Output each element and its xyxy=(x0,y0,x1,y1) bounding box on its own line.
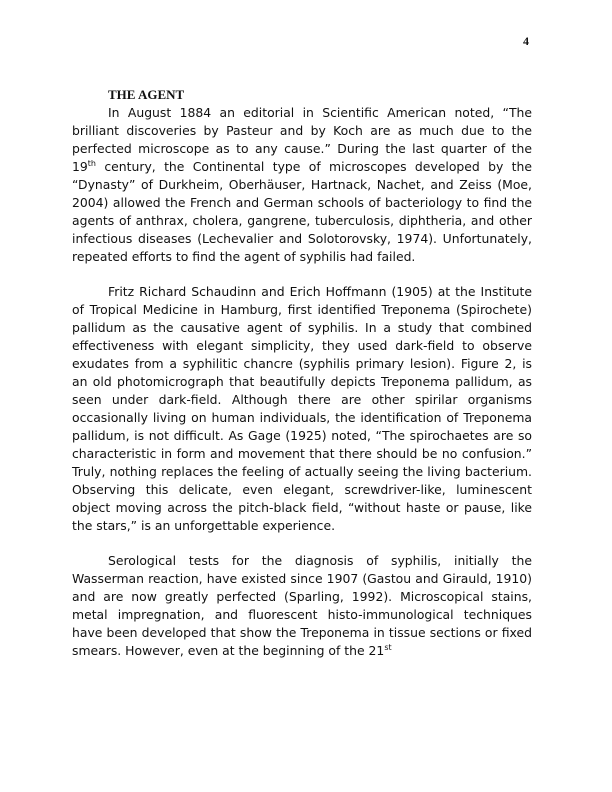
section-heading: THE AGENT xyxy=(108,87,185,102)
document-body xyxy=(72,86,532,677)
paragraph-1-text-b: century, the Continental type of microscopes developed by the “Dynasty” of Durkheim, Oberhäuser, Hartnack, Nachet, and Zeiss (Moe, 2004) allowed the French and German schools of bacteriology to find the agents of anthrax, cholera, gangrene, tuberculosis, diphtheria, and other infectious diseases (Lechevalier and Solotorovsky, 1974). Unfortunately, repeated efforts to find the agent of syphilis had failed. xyxy=(72,159,532,264)
paragraph-3-text: Serological tests for the diagnosis of syphilis, initially the Wasserman reaction, have existed since 1907 (Gastou and Girauld, 1910) and are now greatly perfected (Sparling, 1992). Microscopical stains, metal impregnation, and fluorescent histo-immunological techniques have been developed that show the Treponema in tissue sections or fixed smears. However, even at the beginning of the 21 xyxy=(72,553,532,658)
paragraph-1-superscript: th xyxy=(87,159,96,168)
paragraph-1-text-a: In August 1884 an editorial in Scientific American noted, “The brilliant discoveries by Pasteur and by Koch are as much due to the perfected microscope as to any cause.” During the last quarter of the 19 xyxy=(72,105,532,174)
page-number: 4 xyxy=(523,34,529,48)
paragraph-2: Fritz Richard Schaudinn and Erich Hoffmann (1905) at the Institute of Tropical Medicine in Hamburg, first identified Treponema (Spirochete) pallidum as the causative agent of syphilis. In a study that combined effectiveness with elegant simplicity, they used dark-field to observe exudates from a syphilitic chancre (syphilis primary lesion). Figure 2, is an old photomicrograph that beautifully depicts Treponema pallidum, as seen under dark-field. Although there are other spirilar organisms occasionally living on human individuals, the identification of Treponema pallidum, is not difficult. As Gage (1925) noted, “The spirochaetes are so characteristic in form and movement that there should be no confusion.” Truly, nothing replaces the feeling of actually seeing the living bacterium. Observing this delicate, even elegant, screwdriver-like, luminescent object moving across the pitch-black field, “without haste or pause, like the stars,” is an unforgettable experience. xyxy=(72,284,532,533)
paragraph-3-superscript: st xyxy=(384,643,392,652)
paragraph-1 xyxy=(72,104,532,266)
paragraph-3 xyxy=(72,552,532,660)
